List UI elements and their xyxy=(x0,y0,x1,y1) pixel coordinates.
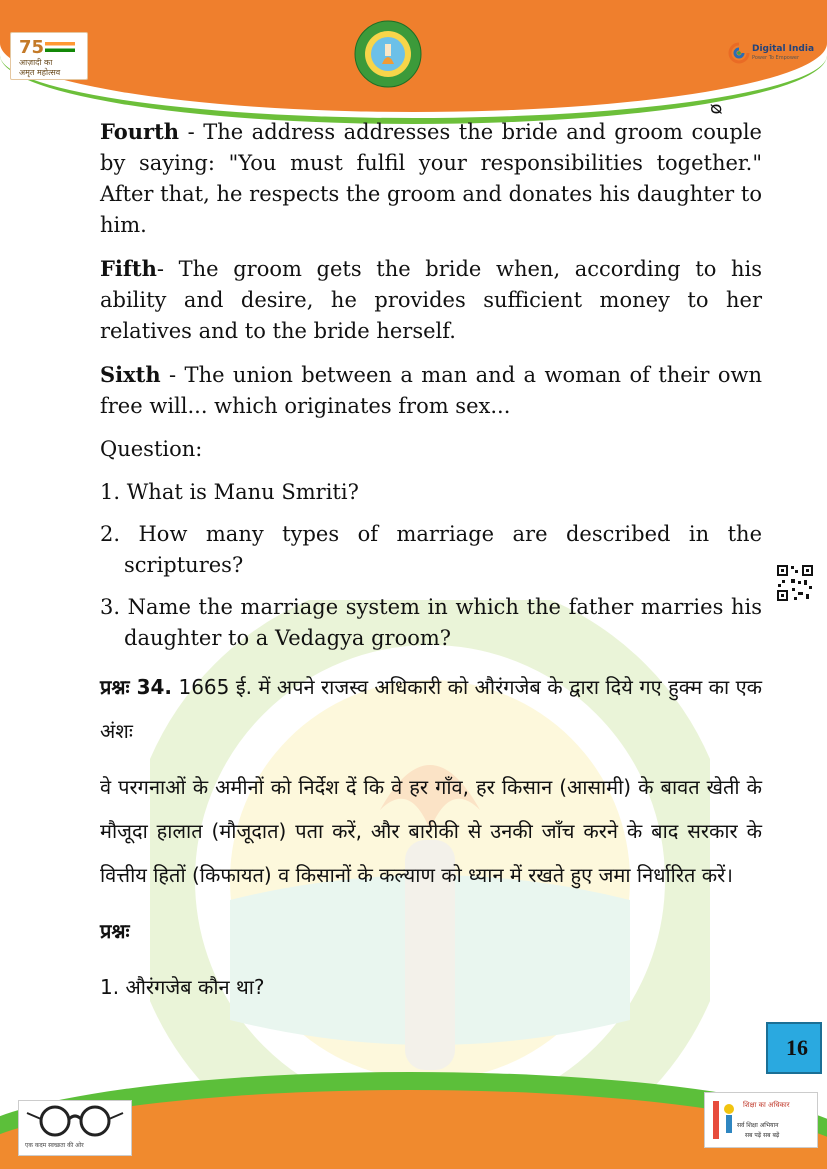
logo-line-2: अमृत महोत्सव xyxy=(19,68,61,77)
qr-code-icon[interactable] xyxy=(776,564,814,602)
document-body xyxy=(100,116,762,1021)
paragraph-sixth xyxy=(100,359,762,422)
question-list xyxy=(100,477,762,654)
text-fifth: - The groom gets the bride when, according to his ability and desire, he provides sufficient money to her relatives and to the bride herself. xyxy=(100,257,762,343)
label-fifth: Fifth xyxy=(100,256,157,281)
swachh-bharat-logo xyxy=(18,1100,132,1156)
logo-number: 75 xyxy=(19,37,45,58)
flag-icon xyxy=(45,42,75,52)
digital-india-text: Digital India xyxy=(752,44,815,54)
paragraph-fourth xyxy=(100,116,762,241)
list-item: 2. How many types of marriage are described in the scriptures? xyxy=(100,522,762,577)
question-34-block xyxy=(100,665,762,1009)
digital-india-icon xyxy=(728,42,750,64)
label-sixth: Sixth xyxy=(100,362,161,387)
label-fourth: Fourth xyxy=(100,119,180,144)
pencil-children-icon xyxy=(709,1095,739,1145)
board-seal-icon xyxy=(354,20,422,88)
page-number: 16 xyxy=(766,1022,822,1074)
rte-slogan: सब पढ़ें सब बढ़ें xyxy=(745,1132,780,1139)
list-item: 1. औरंगजेब कौन था? xyxy=(100,975,265,999)
question-34-label: प्रश्नः 34. xyxy=(100,675,173,699)
rte-subtitle: सर्व शिक्षा अभियान xyxy=(737,1122,779,1129)
text-sixth: - The union between a man and a woman of their own free will... which originates from sex... xyxy=(100,363,762,418)
question-34-passage: वे परगनाओं के अमीनों को निर्देश दें कि वे हर गाँव, हर किसान (आसामी) के बावत खेती के मौजूदा हालात (मौजूदात) पता करें, और बारीकी से उनकी जाँच करने के बाद सरकार के वित्तीय हितों (किफायत) व किसानों के कल्याण को ध्यान में रखते हुए जमा निर्धारित करें। xyxy=(100,775,762,887)
rte-title: शिक्षा का अधिकार xyxy=(743,1101,790,1109)
swachh-caption: एक कदम स्वच्छता की ओर xyxy=(25,1142,84,1149)
list-item: 1. What is Manu Smriti? xyxy=(100,480,359,504)
question-34-subheading: प्रश्नः xyxy=(100,919,130,943)
paragraph-fifth xyxy=(100,253,762,347)
question-34-prompt xyxy=(100,665,762,753)
question-heading: Question: xyxy=(100,437,203,461)
logo-line-1: आज़ादी का xyxy=(19,58,53,67)
glasses-icon xyxy=(19,1101,131,1141)
pen-cursor-icon: ᴓ xyxy=(710,98,723,119)
question-34-text: 1665 ई. में अपने राजस्व अधिकारी को औरंगजेब के द्वारा दिये गए हुक्म का एक अंशः xyxy=(100,675,763,743)
digital-india-logo xyxy=(728,40,818,70)
text-fourth: - The address addresses the bride and groom couple by saying: "You must fulfil your responsibilities together." After that, he respects the groom and donates his daughter to him. xyxy=(100,120,762,237)
azadi-ka-amrit-mahotsav-logo xyxy=(10,32,88,80)
digital-india-tagline: Power To Empower xyxy=(752,55,800,61)
rte-logo xyxy=(704,1092,818,1148)
list-item: 3. Name the marriage system in which the father marries his daughter to a Vedagya groom? xyxy=(100,595,762,650)
